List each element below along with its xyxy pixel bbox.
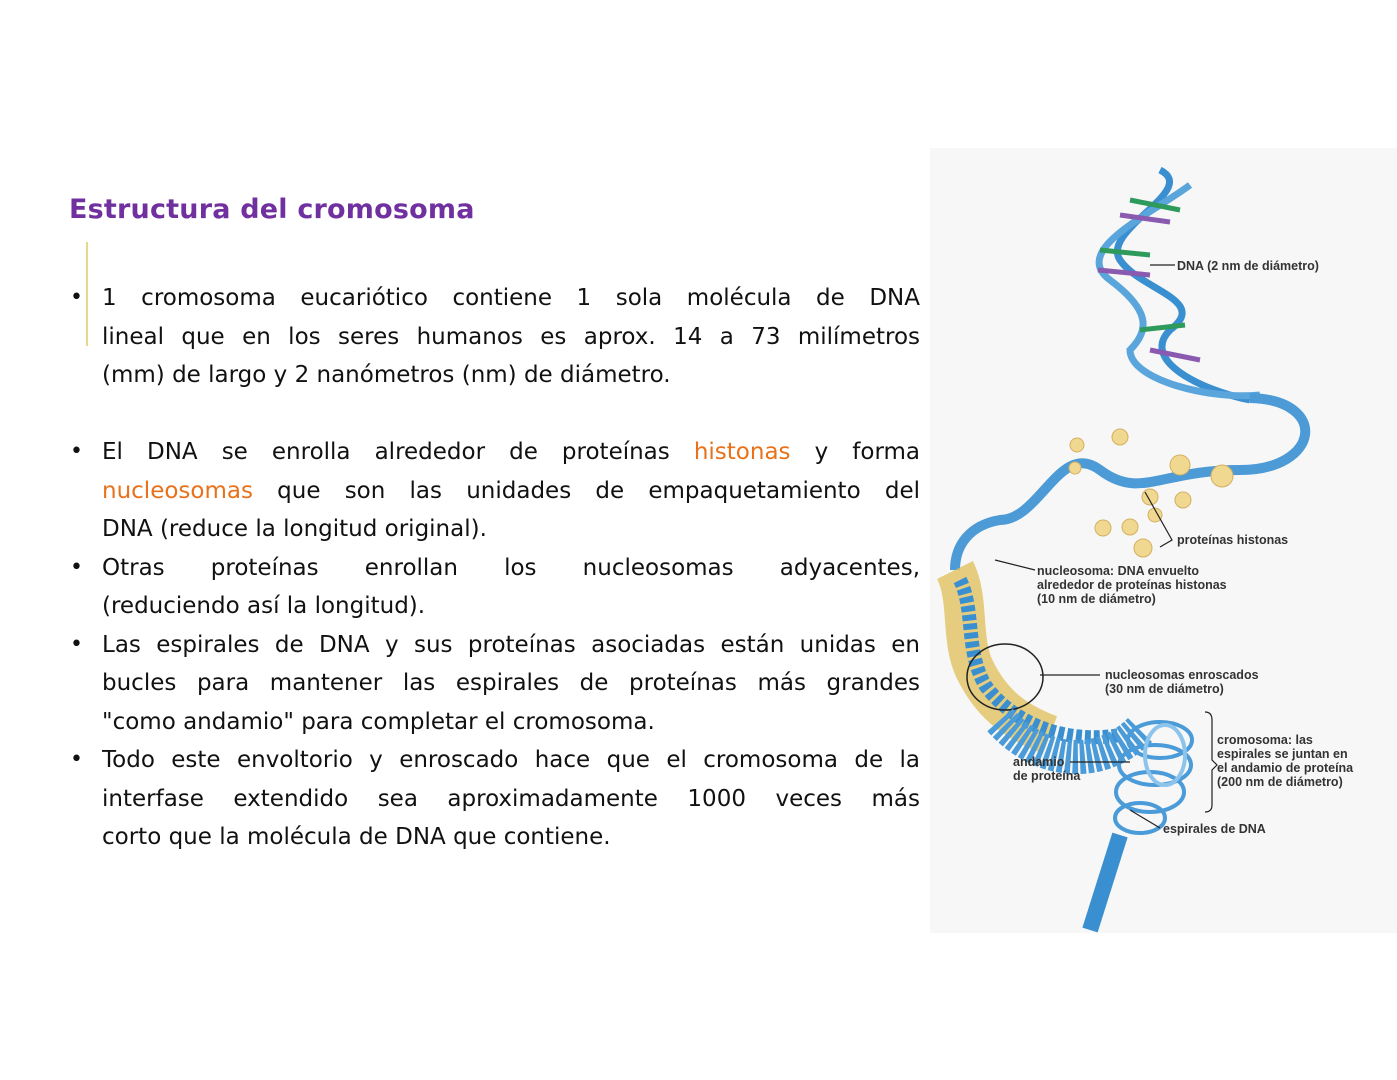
text-segment: (reduciendo así la longitud). (102, 593, 426, 619)
text-segment: El DNA se enrolla alrededor de proteínas (102, 439, 694, 465)
highlighted-term: nucleosomas (102, 477, 253, 504)
label-andamio-2: de proteína (1013, 769, 1081, 783)
bullet-list (70, 279, 920, 857)
bullet-line (102, 356, 920, 395)
bullet-line (102, 510, 920, 549)
label-espirales: espirales de DNA (1163, 822, 1266, 836)
text-segment: (mm) de largo y 2 nanómetros (nm) de diámetro. (102, 362, 671, 388)
chromosome-loops (1115, 722, 1192, 833)
bullet-item (70, 549, 920, 626)
highlighted-term: histonas (693, 439, 791, 465)
label-cromosoma-4: (200 nm de diámetro) (1217, 775, 1343, 789)
bullet-line (102, 664, 920, 703)
text-segment: "como andamio" para completar el cromosoma. (102, 708, 655, 735)
text-segment: bucles para mantener las espirales de proteínas más grandes (102, 670, 920, 696)
bullet-item (70, 626, 920, 742)
bullet-item (70, 433, 920, 549)
label-enroscados-2: (30 nm de diámetro) (1105, 682, 1224, 696)
text-segment: Las espirales de DNA y sus proteínas asociadas están unidas en (102, 631, 920, 658)
bullet-line (102, 279, 920, 318)
label-enroscados-1: nucleosomas enroscados (1105, 668, 1259, 682)
label-nucleosoma-2: alrededor de proteínas histonas (1037, 578, 1227, 592)
bullet-line (102, 587, 920, 626)
label-andamio-1: andamio (1013, 755, 1065, 769)
text-segment: y forma (790, 439, 920, 465)
label-histonas: proteínas histonas (1177, 533, 1289, 547)
text-segment: Todo este envoltorio y enroscado hace que el cromosoma de la (102, 747, 920, 773)
label-cromosoma-3: el andamio de proteína (1217, 761, 1354, 775)
bullet-line (102, 818, 920, 857)
dna-helix (1098, 170, 1260, 400)
bullet-icon: • (70, 554, 83, 580)
chromosome-diagram (930, 148, 1397, 933)
text-segment: DNA (reduce la longitud original). (102, 516, 487, 542)
bullet-icon: • (70, 439, 83, 464)
label-dna: DNA (2 nm de diámetro) (1177, 259, 1319, 273)
text-segment: interfase extendido sea aproximadamente 1000 veces más (102, 785, 920, 812)
label-cromosoma-2: espirales se juntan en (1217, 747, 1348, 761)
bullet-line (102, 703, 920, 742)
chromatid-rod (1090, 835, 1120, 930)
bullet-line (102, 780, 920, 819)
bullet-line (102, 626, 920, 665)
bullet-line (102, 433, 920, 472)
label-nucleosoma-1: nucleosoma: DNA envuelto (1037, 564, 1200, 578)
label-cromosoma-1: cromosoma: las (1217, 733, 1313, 747)
bullet-line (102, 472, 920, 511)
text-segment: que son las unidades de empaquetamiento del (252, 477, 920, 504)
text-segment: 1 cromosoma eucariótico contiene 1 sola molécula de DNA (102, 285, 920, 311)
paragraph-spacer (70, 395, 920, 434)
chromosome-illustration (930, 148, 1397, 933)
label-nucleosoma-3: (10 nm de diámetro) (1037, 592, 1156, 606)
bullet-item (70, 279, 920, 395)
text-segment: Otras proteínas enrollan los nucleosomas adyacentes, (102, 554, 920, 581)
bullet-icon: • (70, 747, 83, 772)
bullet-line (102, 741, 920, 780)
bullet-line (102, 318, 920, 357)
bullet-item (70, 741, 920, 857)
text-segment: corto que la molécula de DNA que contiene. (102, 824, 611, 850)
bullet-icon: • (70, 631, 83, 657)
slide-title: Estructura del cromosoma (69, 194, 475, 225)
text-segment: lineal que en los seres humanos es aprox. 14 a 73 milímetros (102, 323, 920, 350)
bullet-icon: • (70, 285, 83, 310)
bullet-line (102, 549, 920, 588)
